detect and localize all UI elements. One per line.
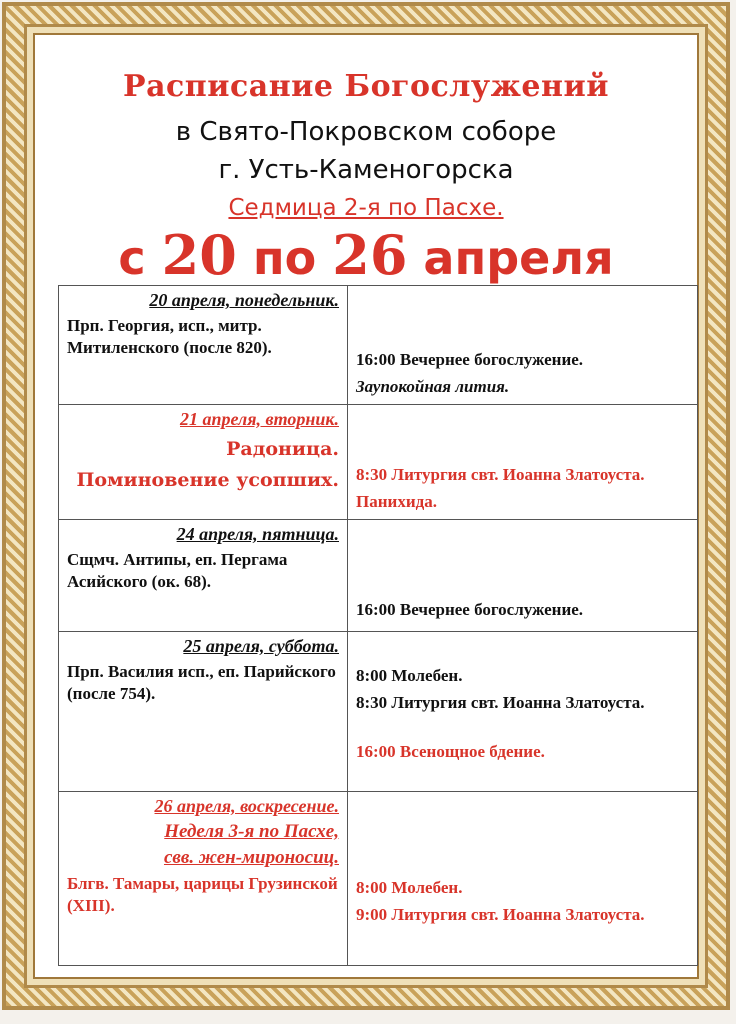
service-item: 16:00 Вечернее богослужение.	[356, 600, 584, 619]
schedule-content	[35, 35, 697, 977]
day-label: 21 апреля, вторник.	[180, 409, 339, 429]
service-item: 16:00 Вечернее богослужение.	[356, 350, 584, 369]
service-item: 8:00 Молебен.	[356, 666, 463, 685]
dates-prefix: с	[118, 231, 146, 285]
service-item: 8:00 Молебен.	[356, 878, 463, 897]
schedule-table	[58, 285, 698, 966]
day-cell	[59, 792, 348, 966]
feast-title: Поминовение усопших.	[76, 469, 339, 491]
day-cell	[59, 520, 348, 632]
service-cell	[348, 632, 698, 792]
week-title: Седмица 2-я по Пасхе.	[228, 195, 504, 221]
service-cell	[348, 405, 698, 520]
service-item: Заупокойная лития.	[356, 377, 510, 396]
city-name: г. Усть-Каменогорска	[218, 155, 514, 185]
feast-title: свв. жен-мироносиц.	[163, 847, 339, 868]
table-row	[59, 520, 698, 632]
feast-title: Неделя 3-я по Пасхе,	[164, 821, 339, 842]
saint-commemoration: Блгв. Тамары, царицы Грузинской (XIII).	[67, 874, 338, 915]
service-cell	[348, 520, 698, 632]
page-title: Расписание Богослужений	[123, 69, 609, 104]
service-cell	[348, 792, 698, 966]
dates-suffix: апреля	[423, 231, 614, 285]
day-cell	[59, 405, 348, 520]
day-label: 20 апреля, понедельник.	[149, 290, 339, 310]
service-item: 9:00 Литургия свт. Иоанна Златоуста.	[356, 905, 645, 924]
table-row	[59, 286, 698, 405]
cathedral-name: в Свято-Покровском соборе	[175, 117, 557, 147]
day-label: 25 апреля, суббота.	[183, 636, 339, 656]
feast-title: Радоница.	[226, 438, 339, 460]
table-row	[59, 632, 698, 792]
saint-commemoration: Прп. Георгия, исп., митр. Митиленского (после 820).	[67, 316, 272, 357]
saint-commemoration: Прп. Василия исп., еп. Парийского (после 754).	[67, 662, 336, 703]
decorative-border	[2, 2, 730, 1010]
saint-commemoration: Сщмч. Антипы, еп. Пергама Асийского (ок. 68).	[67, 550, 288, 591]
service-item: 8:30 Литургия свт. Иоанна Златоуста.	[356, 693, 645, 712]
service-item: 8:30 Литургия свт. Иоанна Златоуста. Панихида.	[356, 465, 645, 511]
day-cell	[59, 286, 348, 405]
date-to: 26	[332, 223, 408, 287]
table-row	[59, 792, 698, 966]
day-cell	[59, 632, 348, 792]
page-sheet	[33, 33, 699, 979]
date-from: 20	[161, 223, 237, 287]
day-label: 26 апреля, воскресение.	[154, 796, 339, 816]
day-label: 24 апреля, пятница.	[176, 524, 339, 544]
border-mid	[24, 24, 708, 988]
dates-mid: по	[252, 231, 317, 285]
date-range	[35, 223, 697, 287]
service-item: 16:00 Всенощное бдение.	[356, 742, 545, 761]
service-cell	[348, 286, 698, 405]
table-row	[59, 405, 698, 520]
